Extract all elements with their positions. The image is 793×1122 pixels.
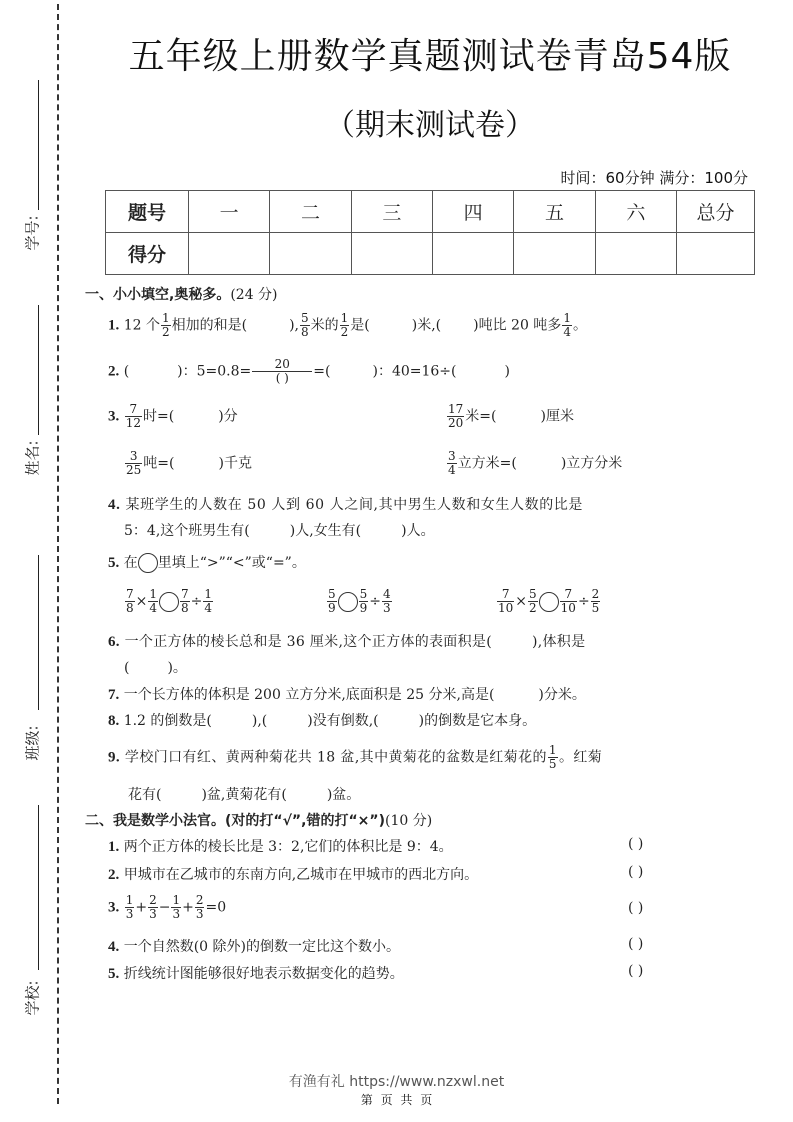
compare-circle[interactable] xyxy=(338,592,358,612)
numerator: 5 xyxy=(301,311,309,325)
name-rule xyxy=(38,305,39,435)
denominator: 3 xyxy=(172,907,181,921)
score-header-cell: 题号 xyxy=(106,191,189,233)
fraction xyxy=(528,588,538,615)
text: 一个长方体的体积是 200 立方分米,底面积是 25 分米,高是( xyxy=(123,687,495,703)
page-number: 第 页 共 页 xyxy=(360,1093,433,1107)
fraction xyxy=(340,312,350,339)
question-1-6-line2 xyxy=(124,657,187,677)
score-header-cell: 四 xyxy=(432,191,513,233)
numerator: 7 xyxy=(181,587,189,601)
numerator: 5 xyxy=(359,587,368,601)
numerator: 20 xyxy=(252,358,312,372)
text: 。红菊 xyxy=(558,749,603,766)
student-id-rule xyxy=(38,80,39,210)
fraction xyxy=(252,358,312,385)
fraction xyxy=(195,894,205,921)
numerator: 7 xyxy=(560,588,577,602)
numerator: 4 xyxy=(383,587,391,601)
numerator: 1 xyxy=(161,311,170,325)
question-1-3a xyxy=(108,403,238,430)
text: ),体积是 xyxy=(531,634,586,650)
text: )人,女生有( xyxy=(289,523,362,539)
denominator: 2 xyxy=(340,325,349,339)
numerator: 5 xyxy=(529,587,537,601)
text: 花有( xyxy=(128,787,162,803)
judge-item-1 xyxy=(108,836,453,856)
numerator: 7 xyxy=(497,588,514,602)
operator: × xyxy=(135,593,148,610)
fraction xyxy=(591,588,601,615)
question-1-6 xyxy=(108,631,585,651)
score-table xyxy=(105,190,755,275)
compare-expression-2 xyxy=(326,588,393,615)
compare-expression-1 xyxy=(124,588,214,615)
text: )分米。 xyxy=(538,687,586,703)
question-number: 9. xyxy=(108,749,121,766)
fraction xyxy=(125,450,142,477)
score-cell[interactable] xyxy=(677,233,755,275)
numerator: 17 xyxy=(448,402,464,416)
text: )：5=0.8= xyxy=(177,363,252,380)
question-1-4 xyxy=(108,494,583,514)
fraction xyxy=(548,744,558,771)
text: 1.2 的倒数是( xyxy=(123,713,212,729)
numerator: 1 xyxy=(340,311,349,325)
text: )吨比 20 吨多 xyxy=(473,317,562,334)
denominator: 4 xyxy=(563,325,571,339)
fraction xyxy=(148,588,158,615)
fraction xyxy=(382,588,392,615)
denominator: 8 xyxy=(301,325,309,339)
judge-bracket-4[interactable]: ( ) xyxy=(628,936,644,952)
judge-bracket-2[interactable]: ( ) xyxy=(628,864,644,880)
denominator: 10 xyxy=(498,601,514,615)
text: 。 xyxy=(572,317,587,334)
text: )立方分米 xyxy=(560,455,623,472)
judge-item-2 xyxy=(108,864,478,884)
denominator: 4 xyxy=(204,601,213,615)
denominator: 25 xyxy=(126,463,142,477)
denominator: 12 xyxy=(125,416,141,430)
score-header-cell: 二 xyxy=(270,191,351,233)
question-number: 5. xyxy=(108,555,120,571)
fraction xyxy=(125,403,142,430)
text: 某班学生的人数在 50 人到 60 人之间,其中男生人数和女生人数的比是 xyxy=(125,497,583,513)
score-row-label: 得分 xyxy=(106,233,189,275)
circle-icon xyxy=(138,553,158,573)
denominator: 10 xyxy=(560,601,576,615)
score-header-cell: 总分 xyxy=(677,191,755,233)
numerator: 1 xyxy=(204,587,213,601)
question-number: 4. xyxy=(108,939,120,955)
text: )米,( xyxy=(411,317,442,334)
name-label: 姓名: xyxy=(23,440,42,476)
judge-bracket-5[interactable]: ( ) xyxy=(628,963,644,979)
school-label: 学校: xyxy=(23,980,42,1016)
denominator: 9 xyxy=(328,601,336,615)
text: ( xyxy=(123,363,130,380)
text: 吨=( xyxy=(143,455,175,472)
denominator: 2 xyxy=(529,601,537,615)
question-1-2 xyxy=(108,358,510,385)
section-1-points: (24 分) xyxy=(230,287,278,303)
fraction xyxy=(161,312,171,339)
school-rule xyxy=(38,805,39,970)
text: )分 xyxy=(218,408,238,425)
class-rule xyxy=(38,555,39,710)
judge-item-3 xyxy=(108,894,226,921)
numerator: 3 xyxy=(448,449,456,463)
score-cell[interactable] xyxy=(189,233,270,275)
score-header-cell: 三 xyxy=(351,191,432,233)
question-number: 3. xyxy=(108,408,120,425)
fraction xyxy=(203,588,213,615)
text: )的倒数是它本身。 xyxy=(418,713,537,729)
score-cell[interactable] xyxy=(514,233,595,275)
section-1-title: 一、小小填空,奥秘多。 xyxy=(85,287,231,303)
numerator: 1 xyxy=(563,311,571,325)
score-header-cell: 六 xyxy=(595,191,676,233)
judge-item-5 xyxy=(108,963,404,983)
class-label: 班级: xyxy=(23,725,42,761)
operator: ÷ xyxy=(369,593,382,610)
denominator: 4 xyxy=(448,463,456,477)
question-number: 4. xyxy=(108,497,121,513)
operator: ÷ xyxy=(190,593,203,610)
page-subtitle: （期末测试卷） xyxy=(325,108,535,143)
text: =( xyxy=(313,363,331,380)
question-number: 1. xyxy=(108,317,120,334)
text: )没有倒数,( xyxy=(307,713,379,729)
question-number: 2. xyxy=(108,363,120,380)
text: 立方米=( xyxy=(457,455,517,472)
judge-bracket-1[interactable]: ( ) xyxy=(628,836,644,852)
fraction xyxy=(171,894,181,921)
fraction xyxy=(447,403,464,430)
section-2-title: 二、我是数学小法官。(对的打“√”,错的打“×”) xyxy=(85,813,385,829)
fraction xyxy=(125,894,135,921)
text: =0 xyxy=(205,899,227,916)
text: 一个正方体的棱长总和是 36 厘米,这个正方体的表面积是( xyxy=(124,634,492,650)
question-1-9 xyxy=(108,744,602,771)
text: ) xyxy=(504,363,510,380)
text: )千克 xyxy=(218,455,252,472)
text: 12 个 xyxy=(123,317,160,334)
question-number: 6. xyxy=(108,634,120,650)
numerator: 2 xyxy=(195,893,204,907)
numerator: 7 xyxy=(125,403,142,417)
denominator: 20 xyxy=(448,416,464,430)
compare-circle[interactable] xyxy=(159,592,179,612)
operator: − xyxy=(158,899,171,916)
student-id-label: 学号: xyxy=(23,215,42,251)
denominator: 2 xyxy=(161,325,170,339)
question-1-1 xyxy=(108,312,587,339)
denominator: 8 xyxy=(126,601,134,615)
question-1-3d xyxy=(446,450,622,477)
text: 里填上“>”“<”或“=”。 xyxy=(157,555,306,571)
operator: ÷ xyxy=(577,593,590,610)
score-row xyxy=(106,233,755,275)
denominator: 5 xyxy=(591,601,600,615)
denominator: 3 xyxy=(125,907,134,921)
text: 时=( xyxy=(142,408,175,425)
numerator: 5 xyxy=(328,587,336,601)
section-2-points: (10 分) xyxy=(385,813,433,829)
statement: 两个正方体的棱长比是 3：2,它们的体积比是 9：4。 xyxy=(123,839,453,855)
denominator: 4 xyxy=(149,601,158,615)
operator: + xyxy=(182,899,194,916)
operator: × xyxy=(515,593,528,610)
statement: 甲城市在乙城市的东南方向,乙城市在甲城市的西北方向。 xyxy=(123,867,479,883)
watermark: 有渔有礼 https://www.nzxwl.net xyxy=(288,1074,505,1090)
fraction xyxy=(125,588,135,615)
numerator: 1 xyxy=(548,743,557,757)
fraction xyxy=(560,588,577,615)
text: 学校门口有红、黄两种菊花共 18 盆,其中黄菊花的盆数是红菊花的 xyxy=(124,749,547,766)
question-1-5 xyxy=(108,552,306,573)
question-number: 5. xyxy=(108,966,120,982)
fraction xyxy=(148,894,158,921)
compare-expression-3 xyxy=(496,588,601,615)
text: 是( xyxy=(350,317,370,334)
score-cell[interactable] xyxy=(432,233,513,275)
denominator: 8 xyxy=(181,601,189,615)
compare-circle[interactable] xyxy=(539,592,559,612)
fraction xyxy=(327,588,337,615)
question-number: 8. xyxy=(108,713,120,729)
time-info: 时间：60分钟 满分：100分 xyxy=(560,169,748,187)
text: ),( xyxy=(251,713,268,729)
score-cell[interactable] xyxy=(595,233,676,275)
denominator-blank[interactable]: ( ) xyxy=(275,371,289,385)
statement: 一个自然数(0 除外)的倒数一定比这个数小。 xyxy=(123,939,400,955)
numerator: 7 xyxy=(126,587,134,601)
binding-margin xyxy=(0,0,60,1122)
text: )人。 xyxy=(401,523,435,539)
statement: 折线统计图能够很好地表示数据变化的趋势。 xyxy=(123,966,404,982)
text: 相加的和是( xyxy=(171,317,248,334)
judge-item-4 xyxy=(108,936,400,956)
section-2-heading xyxy=(85,810,432,830)
operator: + xyxy=(135,899,148,916)
numerator: 3 xyxy=(125,450,142,464)
fraction xyxy=(447,450,457,477)
numerator: 1 xyxy=(125,893,134,907)
text: )。 xyxy=(167,660,187,676)
question-1-3c xyxy=(124,450,252,477)
text: )盆。 xyxy=(326,787,361,803)
text: 在 xyxy=(123,555,138,571)
text: )厘米 xyxy=(540,408,574,425)
question-number: 7. xyxy=(108,687,120,703)
score-header-cell: 五 xyxy=(514,191,595,233)
numerator: 1 xyxy=(149,587,158,601)
numerator: 2 xyxy=(149,893,157,907)
question-1-3b xyxy=(446,403,574,430)
fraction xyxy=(300,312,310,339)
score-cell[interactable] xyxy=(270,233,351,275)
text: 米的 xyxy=(310,317,339,334)
fraction xyxy=(562,312,572,339)
text: 米=( xyxy=(465,408,497,425)
text: ), xyxy=(289,317,299,334)
score-cell[interactable] xyxy=(351,233,432,275)
question-1-4-line2 xyxy=(124,520,435,540)
question-1-9-line2 xyxy=(128,784,360,804)
section-1-heading xyxy=(85,284,278,304)
question-number: 3. xyxy=(108,899,120,916)
denominator: 5 xyxy=(548,757,557,771)
fraction xyxy=(180,588,190,615)
question-1-7 xyxy=(108,684,586,704)
denominator: 3 xyxy=(149,907,157,921)
score-header-row xyxy=(106,191,755,233)
question-number: 1. xyxy=(108,839,120,855)
text: 5：4,这个班男生有( xyxy=(124,523,250,539)
text: )：40=16÷( xyxy=(372,363,457,380)
denominator: 3 xyxy=(383,601,391,615)
judge-bracket-3[interactable]: ( ) xyxy=(628,900,644,916)
numerator: 2 xyxy=(591,587,600,601)
question-number: 2. xyxy=(108,867,120,883)
question-1-8 xyxy=(108,710,536,730)
page-title: 五年级上册数学真题测试卷青岛54版 xyxy=(128,36,732,77)
numerator: 1 xyxy=(172,893,181,907)
cut-line xyxy=(57,4,59,1104)
denominator: 9 xyxy=(359,601,368,615)
denominator: 3 xyxy=(195,907,204,921)
text: )盆,黄菊花有( xyxy=(201,787,287,803)
score-header-cell: 一 xyxy=(189,191,270,233)
fraction xyxy=(497,588,514,615)
fraction xyxy=(359,588,369,615)
text: ( xyxy=(124,660,130,676)
